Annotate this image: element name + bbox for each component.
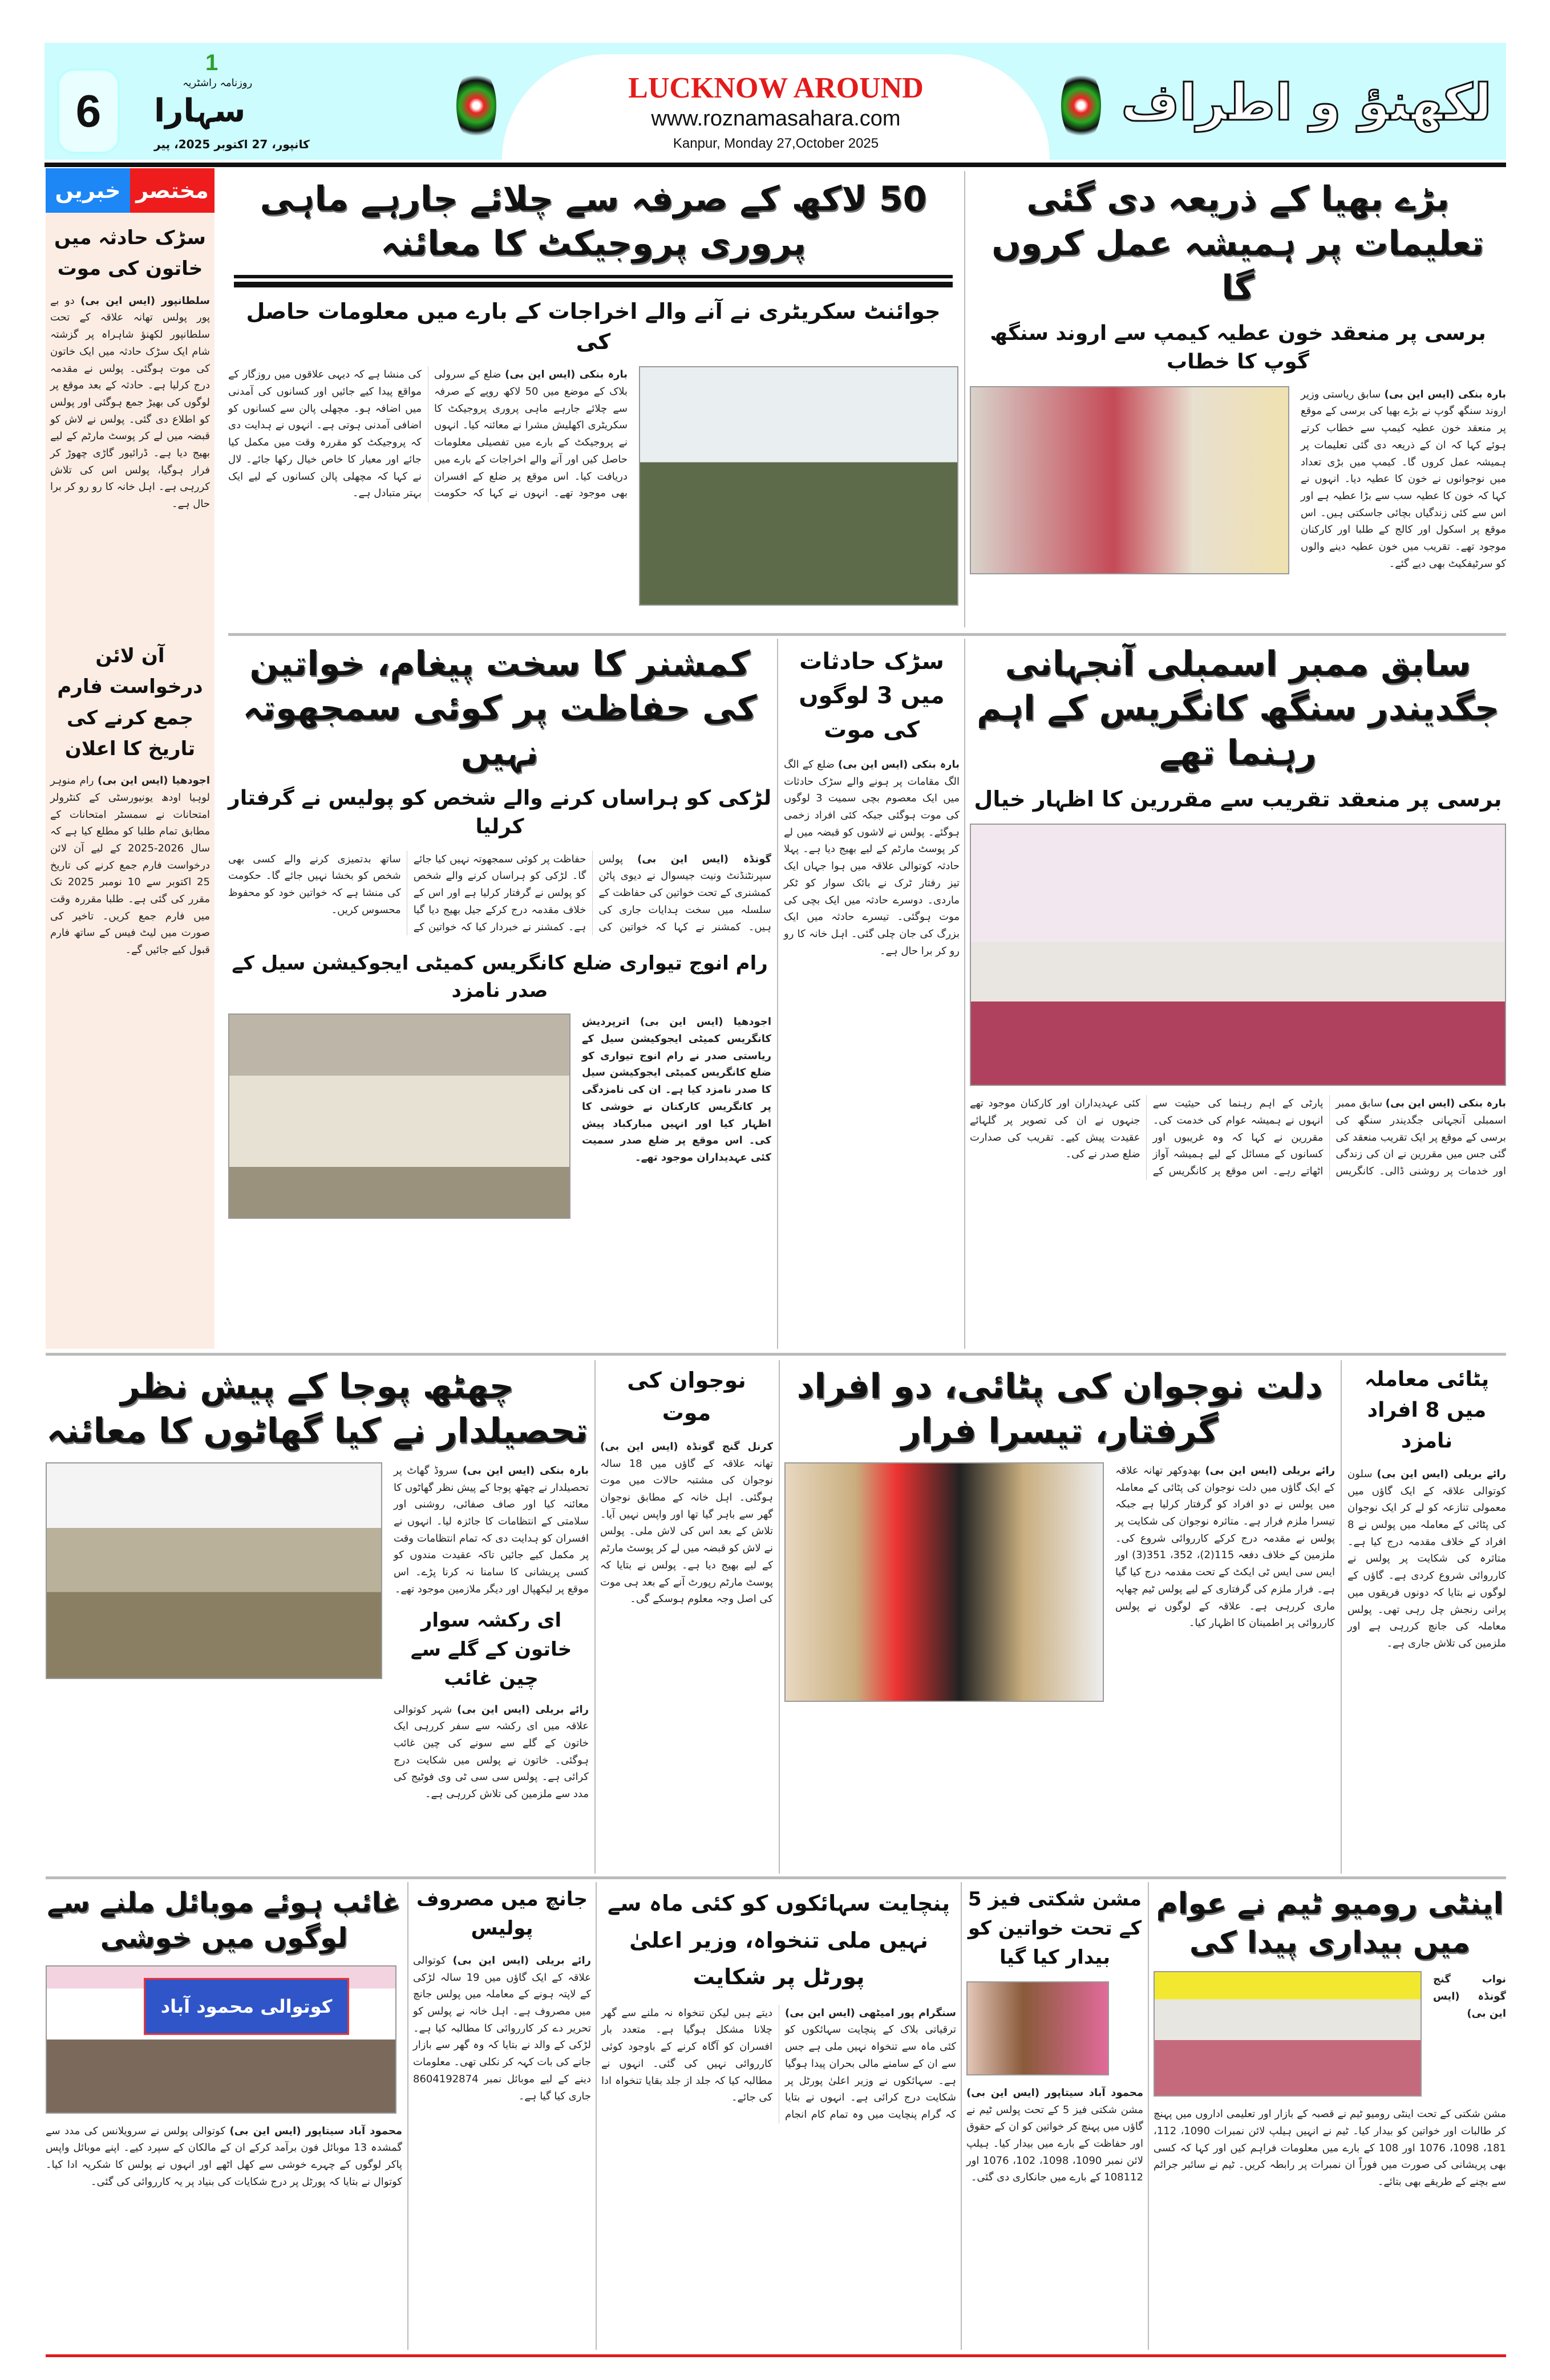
headline: غائب ہوئے موبائل ملنے سے لوگوں میں خوشی xyxy=(47,1887,401,1955)
headline: بڑے بھیا کے ذریعہ دی گئی تعلیمات پر ہمیشہ عمل کروں گا xyxy=(991,179,1484,308)
mission-shakti-photo xyxy=(966,1981,1109,2075)
byline: محمود آباد سیتاپور (ایس این بی) xyxy=(966,2087,1143,2099)
headline: سڑک حادثات میں 3 لوگوں کی موت xyxy=(799,648,945,743)
story-mobiles xyxy=(46,1885,402,2191)
byline: اجودھیا (ایس این بی) xyxy=(640,1016,771,1028)
tribute-ceremony-photo xyxy=(970,824,1506,1086)
arrested-accused-photo xyxy=(784,1462,1104,1702)
subheadline: برسی پر منعقد خون عطیہ کیمپ سے اروند سنگھ گوپ کا خطاب xyxy=(990,322,1486,374)
story-body: ضلع کے سرولی بلاک کے موضع میں 50 لاکھ روپے کے صرفہ سے چلائے جارہے ماہی پروری پروجیکٹ کا سکریٹری اکھلیش مشرا نے معائنہ کیا۔ انہوں نے پروجیکٹ کے بارے میں تفصیلی معلومات حاصل کیں اور آنے والے اخراجات کے بارے میں دریافت کیا۔ اس موقع پر ضلع کے افسران بھی موجود تھے۔ انہوں نے کہا کہ حکومت کی منشا ہے کہ دیہی علاقوں میں روزگار کے مواقع پیدا کیے جائیں اور کسانوں کی آمدنی میں اضافہ ہو۔ مچھلی پالن سے کسانوں کو اضافی آمدنی ہوتی ہے۔ انہوں نے ہدایت دی کہ پروجیکٹ کو مقررہ وقت میں مکمل کیا جائے اور معیار کا خاص خیال رکھا جائے۔ لال نے کہا کہ مچھلی پالن کسانوں کے لیے ایک بہتر متبادل ہے۔ xyxy=(228,368,628,500)
newspaper-logo xyxy=(148,50,365,159)
divider xyxy=(228,633,1506,636)
story-body: ضلع کے الگ الگ مقامات پر ہونے والے سڑک حادثات میں ایک معصوم بچی سمیت 3 لوگوں کی موت ہوگئی جبکہ کئی افراد زخمی ہوگئے۔ پولس نے لاشوں کو قبضہ میں لے کر پوسٹ مارٹم کے لیے بھیج دیا ہے۔ پہلا حادثہ کوتوالی علاقہ میں ہوا جہاں ایک تیز رفتار ٹرک نے بائک سوار کو ٹکر ماردی۔ دوسرے حادثہ میں ایک بچی کی موت ہوگئی۔ تیسرے حادثہ میں ایک بزرگ کی جان چلی گئی۔ اہل خانہ کا رو رو کر برا حال ہے۔ xyxy=(784,759,960,957)
brief-body: دو بے پور پولس تھانہ علاقہ کے تحت سلطانپور لکھنؤ شاہراہ پر گزشتہ شام ایک سڑک حادثہ میں ایک خاتون کی موت ہوگئی۔ پولس نے مقدمہ درج کرلیا ہے۔ حادثہ کے بعد موقع پر لوگوں کی بھیڑ جمع ہوگئی اور پولس کو اطلاع دی گئی۔ پولس نے لاش کو قبضہ میں لے کر پوسٹ مارٹم کے لیے بھیج دیا ہے۔ ڈرائیور گاڑی چھوڑ کر فرار ہوگیا، پولس اس کی تلاش کررہی ہے۔ اہل خانہ کا رو رو کر برا حال ہے۔ xyxy=(50,294,210,510)
divider xyxy=(961,1882,962,2350)
brief-item xyxy=(50,222,210,513)
byline: محمود آباد سیتاپور (ایس این بی) xyxy=(229,2124,402,2137)
divider xyxy=(777,639,778,1349)
byline: کرنل گنج گونڈہ (ایس این بی) xyxy=(600,1441,773,1453)
headline: مشن شکتی فیز 5 کے تحت خواتین کو بیدار کیا گیا xyxy=(968,1888,1142,1969)
headline: نوجوان کی موت xyxy=(627,1368,746,1425)
story-body: سلون کوتوالی علاقہ کے ایک گاؤں میں معمولی تنازعہ کو لے کر ایک نوجوان کی پٹائی کے معاملہ میں پولس نے 8 افراد کے خلاف مقدمہ درج کیا ہے۔ متاثرہ کی شکایت پر پولس نے کارروائی شروع کردی ہے۔ گاؤں کے لوگوں نے بتایا کہ دونوں فریقوں میں پرانی رنجش چل رہی تھی۔ پولس معاملہ کی جانچ کررہی ہے اور ملزمین کی تلاش جاری ہے۔ xyxy=(1347,1468,1506,1649)
byline: سلطانپور (ایس این بی) xyxy=(80,294,210,307)
story-commissioner xyxy=(228,642,771,1219)
divider xyxy=(594,1360,596,1874)
story-mission-shakti xyxy=(966,1885,1143,2186)
story-body: سابق ریاستی وزیر اروند سنگھ گوپ نے بڑے بھیا کی برسی کے موقع پر منعقد خون عطیہ کیمپ سے خطاب کرتے ہوئے کہا کہ ان کے ذریعہ دی گئی تعلیمات پر ہمیشہ عمل کروں گا۔ کیمپ میں بڑی تعداد میں نوجوانوں نے خون کا عطیہ دیا۔ انہوں نے کہا کہ خون کا عطیہ سب سے بڑا عطیہ ہے اور اس سے کئی زندگیاں بچائی جاسکتی ہیں۔ اس موقع پر اسکول اور کالج کے طلبا اور کارکنان موجود تھے۔ تقریب میں خون عطیہ دینے والوں کو سرٹیفکیٹ بھی دیے گئے۔ xyxy=(1301,388,1506,570)
section-title-urdu: لکھنؤ و اطراف xyxy=(1121,73,1492,132)
story-youth-death xyxy=(600,1364,773,1608)
story-body: سروڈ گھاٹ پر تحصیلدار نے چھٹھ پوجا کے پیش نظر گھاٹوں کا معائنہ کیا اور صاف صفائی، روشنی اور سلامتی کے انتظامات کا جائزہ لیا۔ انہوں نے افسران کو ہدایت دی کہ تمام انتظامات وقت پر مکمل کیے جائیں تاکہ عقیدت مندوں کو کسی پریشانی کا سامنا نہ کرنا پڑے۔ اس موقع پر لیکھپال اور دیگر ملازمین موجود تھے۔ xyxy=(394,1465,589,1595)
police-station-photo xyxy=(46,1965,396,2114)
police-station-sign: کوتوالی محمود آباد xyxy=(144,1978,349,2035)
story-body: بھدوکھر تھانہ علاقہ کے ایک گاؤں میں دلت نوجوان کی پٹائی کے معاملہ میں پولس نے دو افراد کو گرفتار کرلیا ہے جبکہ تیسرا ملزم فرار ہے۔ متاثرہ نوجوان کی شکایت پر پولس نے مقدمہ درج کرکے کارروائی شروع کی۔ ملزمین کے خلاف دفعہ 115(2)، 352، 351(3) اور ایس سی ایس ٹی ایکٹ کے تحت مقدمہ درج کیا گیا ہے۔ فرار ملزم کی گرفتاری کے لیے پولس ٹیم چھاپہ ماری کررہی ہے۔ علاقہ کے لوگوں نے پولس کارروائی پر اطمینان کا اظہار کیا۔ xyxy=(1115,1465,1335,1629)
byline: گونڈہ (ایس این بی) xyxy=(637,853,771,865)
brief-news-header xyxy=(46,168,215,213)
headline: اینٹی رومیو ٹیم نے عوام میں بیداری پیدا کی xyxy=(1156,1887,1504,1960)
byline: سنگرام پور امیٹھی (ایس این بی) xyxy=(785,2006,956,2019)
story-blood-camp xyxy=(970,177,1506,574)
divider xyxy=(46,1353,1506,1356)
section-title-english: LUCKNOW AROUND xyxy=(628,72,924,104)
byline: بارہ بنکی (ایس این بی) xyxy=(505,368,628,381)
story-anti-romeo xyxy=(1154,1885,1506,2191)
divider xyxy=(44,163,1506,167)
story-body: ترقیاتی بلاک کے پنچایت سہائکوں کو کئی ماہ سے تنخواہ نہیں ملی ہے جس سے ان کے سامنے مالی بحران پیدا ہوگیا ہے۔ سہائکوں نے وزیر اعلیٰ پورٹل پر شکایت درج کرائی ہے۔ انہوں نے بتایا کہ گرام پنچایت میں وہ تمام کام انجام دیتے ہیں لیکن تنخواہ نہ ملنے سے گھر چلانا مشکل ہوگیا ہے۔ متعدد بار افسران کو آگاہ کرنے کے باوجود کوئی کارروائی نہیں کی گئی۔ انہوں نے مطالبہ کیا کہ جلد از جلد بقایا تنخواہ ادا کی جائے۔ xyxy=(601,2006,956,2120)
byline: بارہ بنکی (ایس این بی) xyxy=(1384,388,1507,400)
headline: کمشنر کا سخت پیغام، خواتین کی حفاظت پر کوئی سمجھوتہ نہیں xyxy=(242,644,757,773)
story-dalit-youth xyxy=(784,1364,1335,1702)
headline: پنچایت سہائکوں کو کئی ماہ سے نہیں ملی تنخواہ، وزیر اعلیٰ پورٹل پر شکایت xyxy=(607,1891,950,1990)
awareness-event-photo xyxy=(1154,1971,1422,2097)
sunburst-icon xyxy=(1061,68,1101,143)
logo-tagline: روزنامہ راشٹریہ xyxy=(183,77,253,89)
fish-pond-photo xyxy=(639,366,958,606)
story-fisheries xyxy=(228,177,958,606)
story-chhath xyxy=(46,1364,589,1803)
page-number: 6 xyxy=(57,68,120,154)
story-body: کوتوالی علاقہ کے ایک گاؤں میں 19 سالہ لڑکی کے لاپتہ ہونے کے معاملہ میں پولس جانچ میں مصروف ہے۔ اہل خانہ نے پولس کو تحریر دے کر کارروائی کا مطالبہ کیا ہے۔ لڑکی کے والد نے بتایا کہ وہ گھر سے بازار جانے کی بات کہہ کر نکلی تھی۔ معلومات دینے کے لیے موبائل نمبر 8604192874 جاری کیا گیا ہے۔ xyxy=(413,1955,592,2102)
e-rickshaw-headline: ای رکشہ سوار خاتون کے گلے سے چین غائب xyxy=(410,1608,572,1690)
subheadline: برسی پر منعقد تقریب سے مقررین کا اظہار خیال xyxy=(974,786,1502,812)
story-body: مشن شکتی کے تحت اینٹی رومیو ٹیم نے قصبہ کے بازار اور تعلیمی اداروں میں پہنچ کر طالبات اور خواتین کو بیدار کیا۔ ٹیم نے انہیں ہیلپ لائن نمبرات 1090، 112، 181، 1098، 1076 اور 108 کے بارے میں معلومات فراہم کیں اور کہا کہ کسی بھی پریشانی کی صورت میں فوراً ان نمبرات پر رابطہ کریں۔ ٹیم نے سائبر جرائم سے بچنے کے طریقے بھی بتائے۔ xyxy=(1154,2108,1506,2188)
divider xyxy=(964,639,965,1349)
byline: بارہ بنکی (ایس این بی) xyxy=(838,759,960,771)
story-body: کوتوالی پولس نے سرویلانس کی مدد سے گمشدہ 13 موبائل فون برآمد کرکے ان کے مالکان کے سپرد کیے۔ اپنے موبائل واپس پاکر لوگوں کے چہرے خوشی سے کھل اٹھے اور انہوں نے پولس کا شکریہ ادا کیا۔ کوتوال نے بتایا کہ پورٹل پر درج شکایات کی بنیاد پر یہ کارروائی کی گئی۔ xyxy=(46,2124,402,2188)
divider xyxy=(964,171,965,627)
headline: جانچ میں مصروف پولیس xyxy=(416,1888,588,1940)
ram-anuj-group-photo xyxy=(228,1013,570,1219)
brief-headline: آن لائن درخواست فارم جمع کرنے کی تاریخ کا اعلان xyxy=(57,644,203,760)
byline: رائے بریلی (ایس این بی) xyxy=(1205,1465,1335,1477)
brief-news-label: خبریں xyxy=(46,168,130,213)
story-body: اترپردیش کانگریس کمیٹی ایجوکیشن سیل کے ریاستی صدر نے رام انوج تیواری کو ضلع کانگریس کمیٹی ایجوکیشن سیل کا صدر نامزد کیا ہے۔ ان کی نامزدگی پر کانگریس کارکنان نے خوشی کا اظہار کیا اور انہیں مبارکباد پیش کی۔ اس موقع پر ضلع صدر سمیت کئی عہدیداران موجود تھے۔ xyxy=(582,1016,771,1163)
story-panchayat xyxy=(601,1885,956,2123)
subheadline: لڑکی کو ہراساں کرنے والے شخص کو پولیس نے گرفتار کرلیا xyxy=(228,786,771,839)
byline: نواب گنج گونڈہ (ایس این بی) xyxy=(1433,1973,1506,2020)
divider xyxy=(407,1882,408,2350)
byline: اجودھیا (ایس این بی) xyxy=(98,775,210,787)
story-police-probe xyxy=(413,1885,591,2105)
byline: رائے بریلی (ایس این بی) xyxy=(452,1955,591,1967)
website-link[interactable]: www.roznamasahara.com xyxy=(651,107,901,131)
double-rule xyxy=(228,275,958,287)
bottom-divider xyxy=(46,2354,1506,2357)
urdu-date: کانپور، 27 اکتوبر 2025، پیر xyxy=(154,137,310,151)
divider xyxy=(1148,1882,1149,2350)
story-body: شہر کوتوالی علاقہ میں ای رکشہ سے سفر کررہی ایک خاتون کے گلے سے سونے کی چین غائب ہوگئی۔ خاتون نے پولس میں شکایت درج کرائی ہے۔ پولس سی سی ٹی وی فوٹیج کی مدد سے ملزمین کی تلاش کررہی ہے۔ xyxy=(394,1703,589,1800)
headline: دلت نوجوان کی پٹائی، دو افراد گرفتار، تیسرا فرار xyxy=(796,1367,1323,1451)
story-congress-leader xyxy=(970,642,1506,1180)
section-banner xyxy=(502,54,1050,160)
logo-edition-number: 1 xyxy=(205,50,218,75)
divider xyxy=(779,1360,780,1874)
brief-item xyxy=(50,640,210,959)
sunburst-icon xyxy=(456,68,496,143)
story-body-block xyxy=(970,1095,1506,1179)
blood-donation-photo xyxy=(970,386,1289,574)
byline: بارہ بنکی (ایس این بی) xyxy=(1385,1097,1506,1110)
logo-name: سہارا xyxy=(154,92,246,129)
byline: رائے بریلی (ایس این بی) xyxy=(1377,1468,1506,1480)
headline: سابق ممبر اسمبلی آنجہانی جگدیندر سنگھ کانگریس کے اہم رہنما تھے xyxy=(976,644,1500,773)
story-body: تھانہ علاقہ کے گاؤں میں 18 سالہ نوجوان کی مشتبہ حالات میں موت ہوگئی۔ اہل خانہ کے مطابق نوجوان گھر سے باہر گیا تھا اور واپس نہیں آیا۔ تلاش کے بعد اس کی لاش ملی۔ پولس نے لاش کو قبضہ میں لے کر پوسٹ مارٹم کے لیے بھیج دیا ہے۔ پولس نے بتایا کہ پوسٹ مارٹم رپورٹ آنے کے بعد ہی موت کی اصل وجہ معلوم ہوسکے گی۔ xyxy=(600,1457,773,1605)
story-beating-named xyxy=(1347,1364,1506,1652)
byline: بارہ بنکی (ایس این بی) xyxy=(462,1465,589,1477)
brief-body: رام منوہر لوہیا اودھ یونیورسٹی کے کنٹرولر امتحانات نے سمسٹر امتحانات کے مطابق تمام طلبا کو مطلع کیا ہے کہ سال 2026-2025 کے لیے آن لائن درخواست فارم جمع کرنے کی تاریخ 25 اکتوبر سے 10 نومبر 2025 تک مقرر کی گئی ہے۔ طلبا مقررہ وقت میں فارم جمع کریں۔ تاخیر کی صورت میں لیٹ فیس کے ساتھ فارم قبول کیے جائیں گے۔ xyxy=(50,775,210,956)
headline: پٹائی معاملہ میں 8 افراد نامزد xyxy=(1364,1368,1490,1453)
divider xyxy=(596,1882,597,2350)
divider xyxy=(46,1876,1506,1879)
story-road-accidents xyxy=(784,644,960,959)
brief-headline: سڑک حادثہ میں خاتون کی موت xyxy=(54,226,206,281)
ghat-inspection-photo xyxy=(46,1462,382,1679)
byline: رائے بریلی (ایس این بی) xyxy=(457,1703,589,1716)
subheadline: جوائنٹ سکریٹری نے آنے والے اخراجات کے بارے میں معلومات حاصل کی xyxy=(246,299,941,355)
headline: 50 لاکھ کے صرفہ سے چلائے جارہے ماہی پروری پروجیکٹ کا معائنہ xyxy=(260,179,927,263)
brief-news-list xyxy=(50,222,210,959)
headline: چھٹھ پوجا کے پیش نظر تحصیلدار نے کیا گھاٹوں کا معائنہ xyxy=(46,1367,588,1451)
english-date: Kanpur, Monday 27,October 2025 xyxy=(673,136,879,151)
story-body: مشن شکتی فیز 5 کے تحت پولس ٹیم نے گاؤں میں پہنچ کر خواتین کو ان کے حقوق اور حفاظت کے بارے میں بیدار کیا۔ ہیلپ لائن نمبر 1090، 1098، 102، 1076 اور 108112 کے بارے میں جانکاری دی گئی۔ xyxy=(966,2103,1144,2184)
ram-anuj-headline: رام انوج تیواری ضلع کانگریس کمیٹی ایجوکیشن سیل کے صدر نامزد xyxy=(232,952,768,1002)
story-body: سابق ممبر اسمبلی آنجہانی جگدیندر سنگھ کی برسی کے موقع پر ایک تقریب منعقد کی گئی جس میں مقررین نے ان کی زندگی اور خدمات پر روشنی ڈالی۔ کانگریس پارٹی کے اہم رہنما کی حیثیت سے انہوں نے ہمیشہ عوام کی خدمت کی۔ مقررین نے کہا کہ وہ غریبوں اور کسانوں کے مسائل کے لیے ہمیشہ آواز اٹھاتے رہے۔ اس موقع پر کانگریس کے کئی عہدیداران اور کارکنان موجود تھے جنہوں نے ان کی تصویر پر گلہائے عقیدت پیش کیے۔ تقریب کی صدارت ضلع صدر نے کی۔ xyxy=(970,1097,1506,1177)
story-body: پولس سپرنٹنڈنٹ ونیت جیسوال نے دیوی پاٹن کمشنری کے تحت خواتین کی حفاظت کے سلسلہ میں سخت ہدایات جاری کی ہیں۔ کمشنر نے کہا کہ خواتین کی حفاظت پر کوئی سمجھوتہ نہیں کیا جائے گا۔ لڑکی کو ہراساں کرنے والے شخص کو پولس نے گرفتار کرلیا ہے اور اس کے خلاف مقدمہ درج کرکے جیل بھیج دیا گیا ہے۔ کمشنر نے خبردار کیا کہ خواتین کے ساتھ بدتمیزی کرنے والے کسی بھی شخص کو بخشا نہیں جائے گا۔ حکومت کی منشا ہے کہ خواتین خود کو محفوظ محسوس کریں۔ xyxy=(228,853,771,933)
divider xyxy=(1341,1360,1342,1874)
brief-label: مختصر xyxy=(130,168,215,213)
